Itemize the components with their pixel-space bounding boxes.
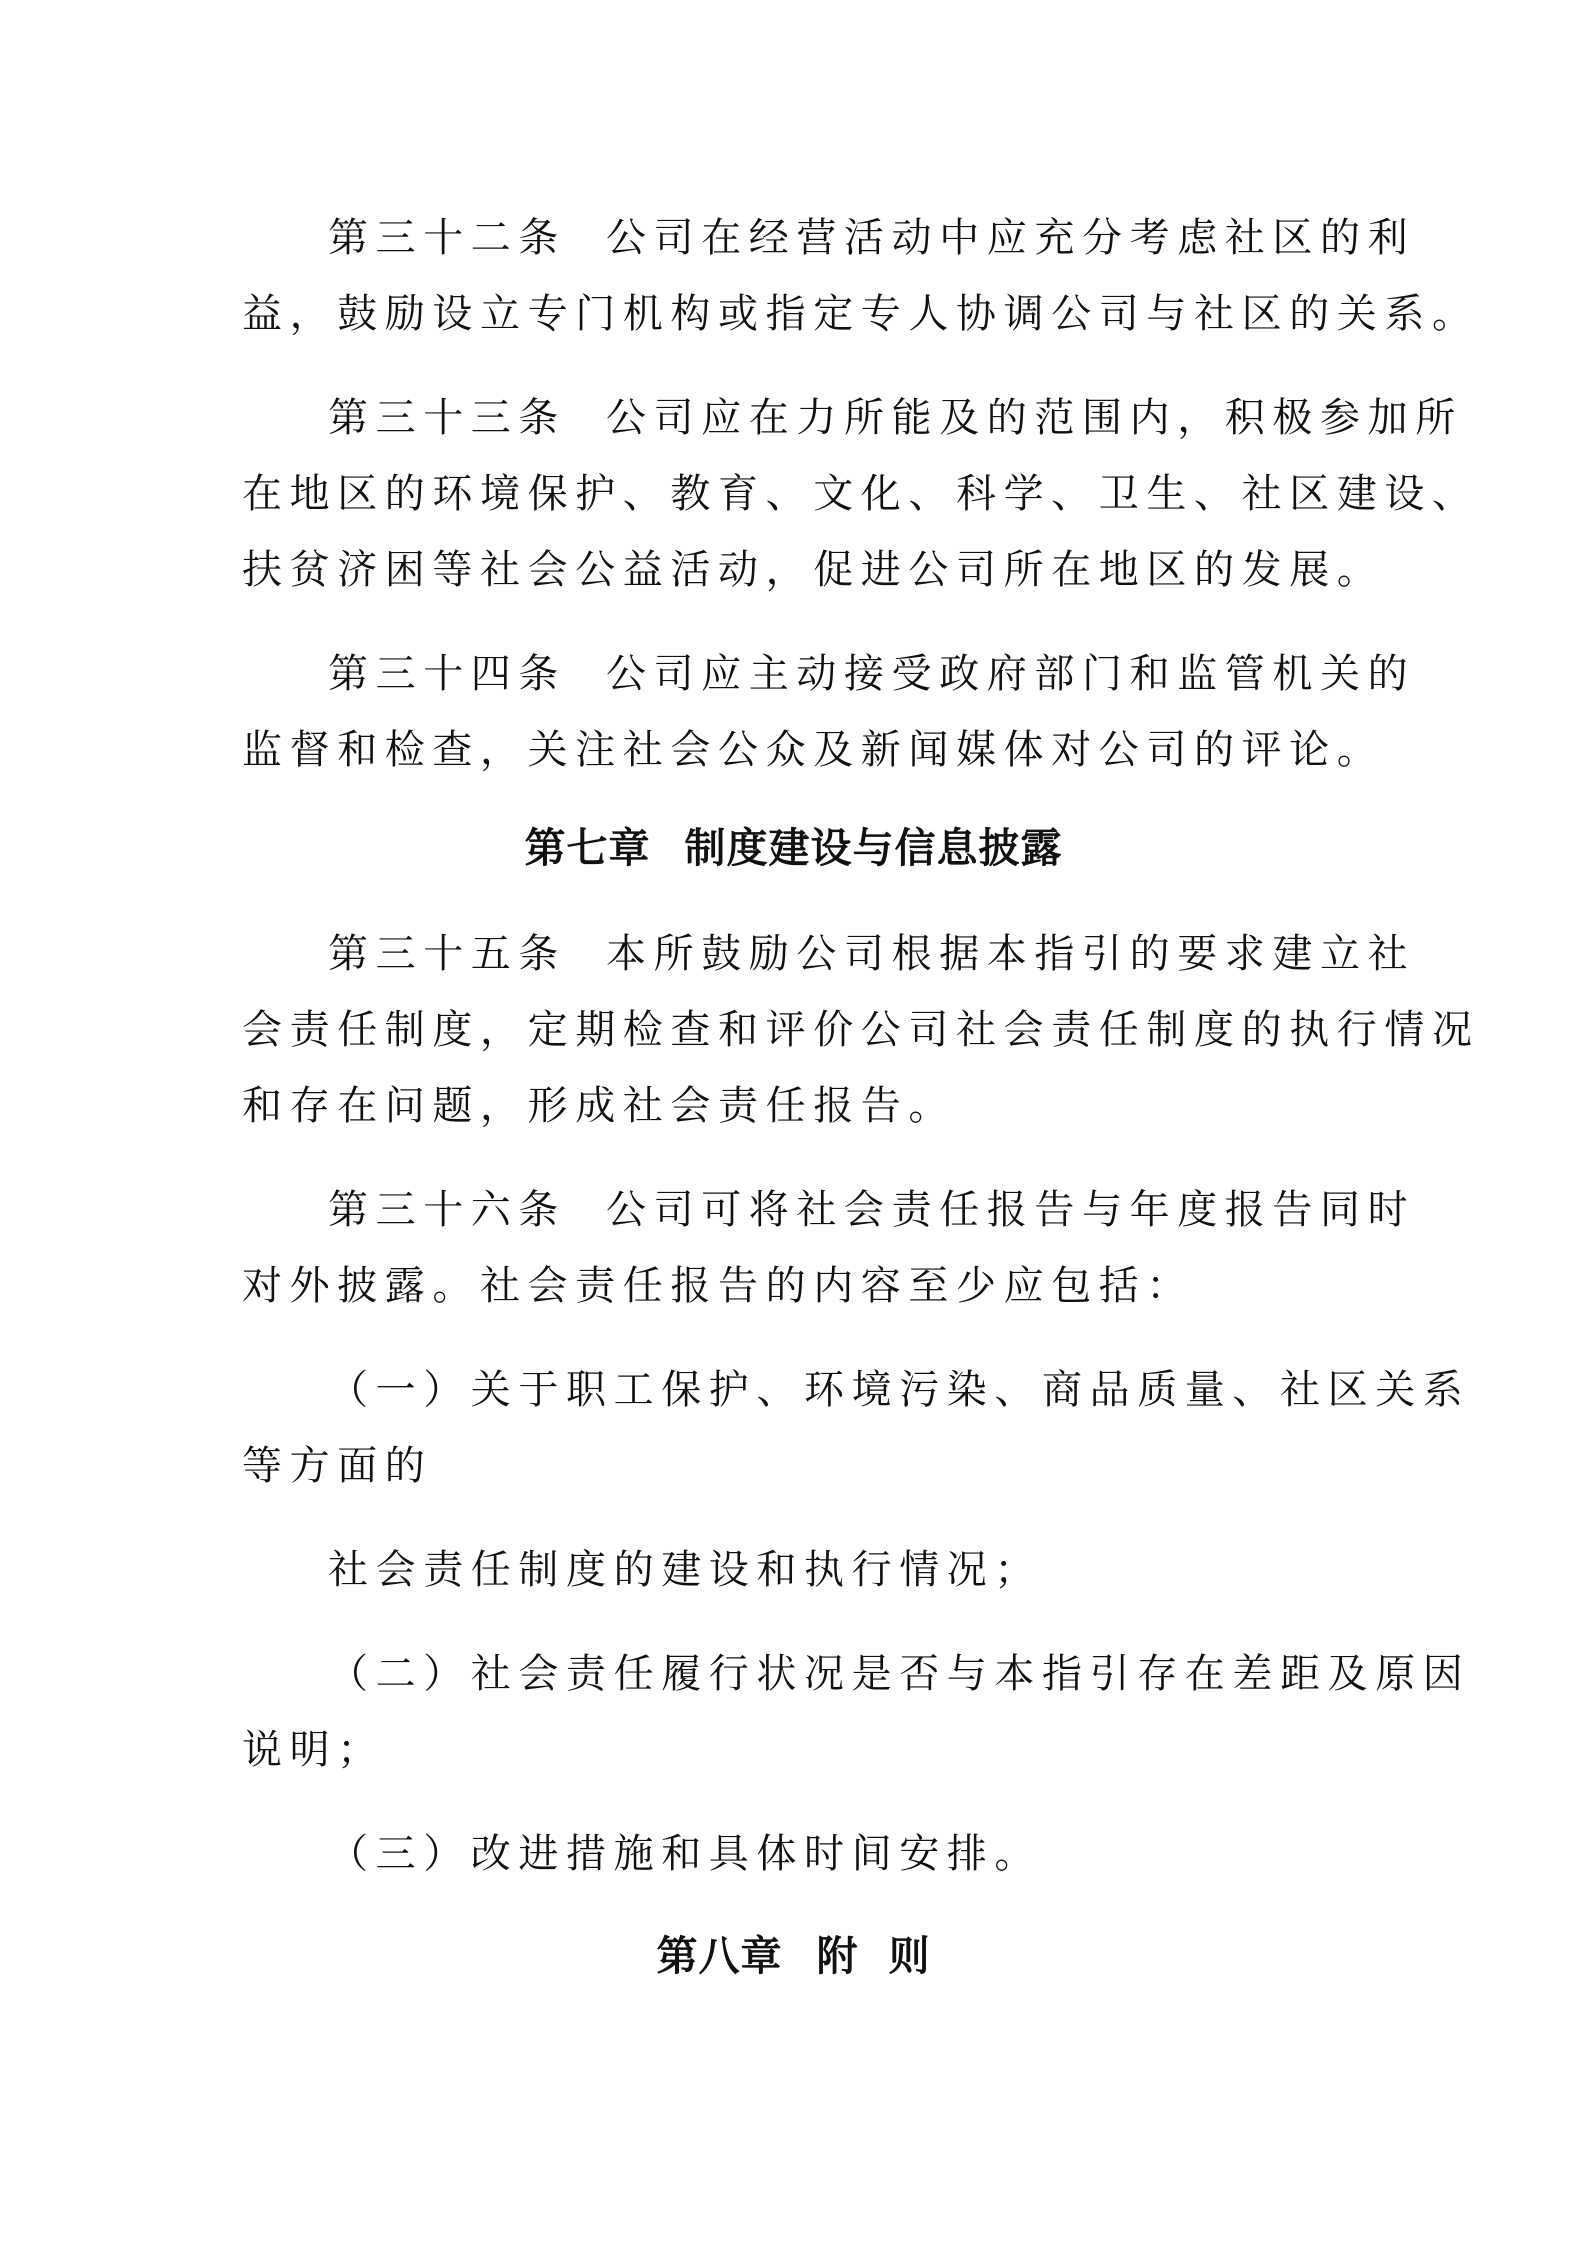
item-1-line1: （一）关于职工保护、环境污染、商品质量、社区关系 [328,1367,1471,1413]
chapter-8-heading [0,1930,1587,1982]
article-35-text-line3: 和存在问题，形成社会责任报告。 [242,1083,956,1129]
article-33-text-line3: 扶贫济困等社会公益活动，促进公司所在地区的发展。 [242,547,1385,593]
item-1-line3: 社会责任制度的建设和执行情况； [328,1547,1042,1593]
chapter-7-title: 制度建设与信息披露 [684,824,1063,872]
item-2-line2: 说明； [242,1727,385,1773]
article-35-text-line2: 会责任制度，定期检查和评价公司社会责任制度的执行情况 [242,1007,1480,1053]
chapter-8-number: 第八章 [656,1932,783,1980]
article-32-first-line [328,212,1416,264]
item-1-line2: 等方面的 [242,1443,433,1489]
article-36-text-line1: 公司可将社会责任报告与年度报告同时 [606,1187,1416,1233]
article-34-text-line1: 公司应主动接受政府部门和监管机关的 [606,651,1416,697]
item-2-line1: （二）社会责任履行状况是否与本指引存在差距及原因 [328,1651,1471,1697]
chapter-7-number: 第七章 [524,824,651,872]
article-34-number: 第三十四条 [328,651,566,697]
article-36-first-line [328,1184,1416,1236]
article-32-text-line2: 益，鼓励设立专门机构或指定专人协调公司与社区的关系。 [242,291,1480,337]
article-34-text-line2: 监督和检查，关注社会公众及新闻媒体对公司的评论。 [242,727,1385,773]
chapter-7-heading [0,822,1587,874]
article-35-first-line [328,928,1416,980]
article-36-number: 第三十六条 [328,1187,566,1233]
chapter-8-title-part2: 则 [888,1932,931,1980]
article-32-number: 第三十二条 [328,215,566,261]
item-3-line1: （三）改进措施和具体时间安排。 [328,1831,1042,1877]
article-33-first-line [328,392,1463,444]
article-32-text-line1: 公司在经营活动中应充分考虑社区的利 [606,215,1416,261]
article-34-first-line [328,648,1416,700]
article-33-text-line1: 公司应在力所能及的范围内，积极参加所 [606,395,1463,441]
chapter-8-title-part1: 附 [816,1932,859,1980]
article-36-text-line2: 对外披露。社会责任报告的内容至少应包括： [242,1263,1194,1309]
article-33-text-line2: 在地区的环境保护、教育、文化、科学、卫生、社区建设、 [242,471,1480,517]
article-35-number: 第三十五条 [328,931,566,977]
article-35-text-line1: 本所鼓励公司根据本指引的要求建立社 [606,931,1416,977]
article-33-number: 第三十三条 [328,395,566,441]
